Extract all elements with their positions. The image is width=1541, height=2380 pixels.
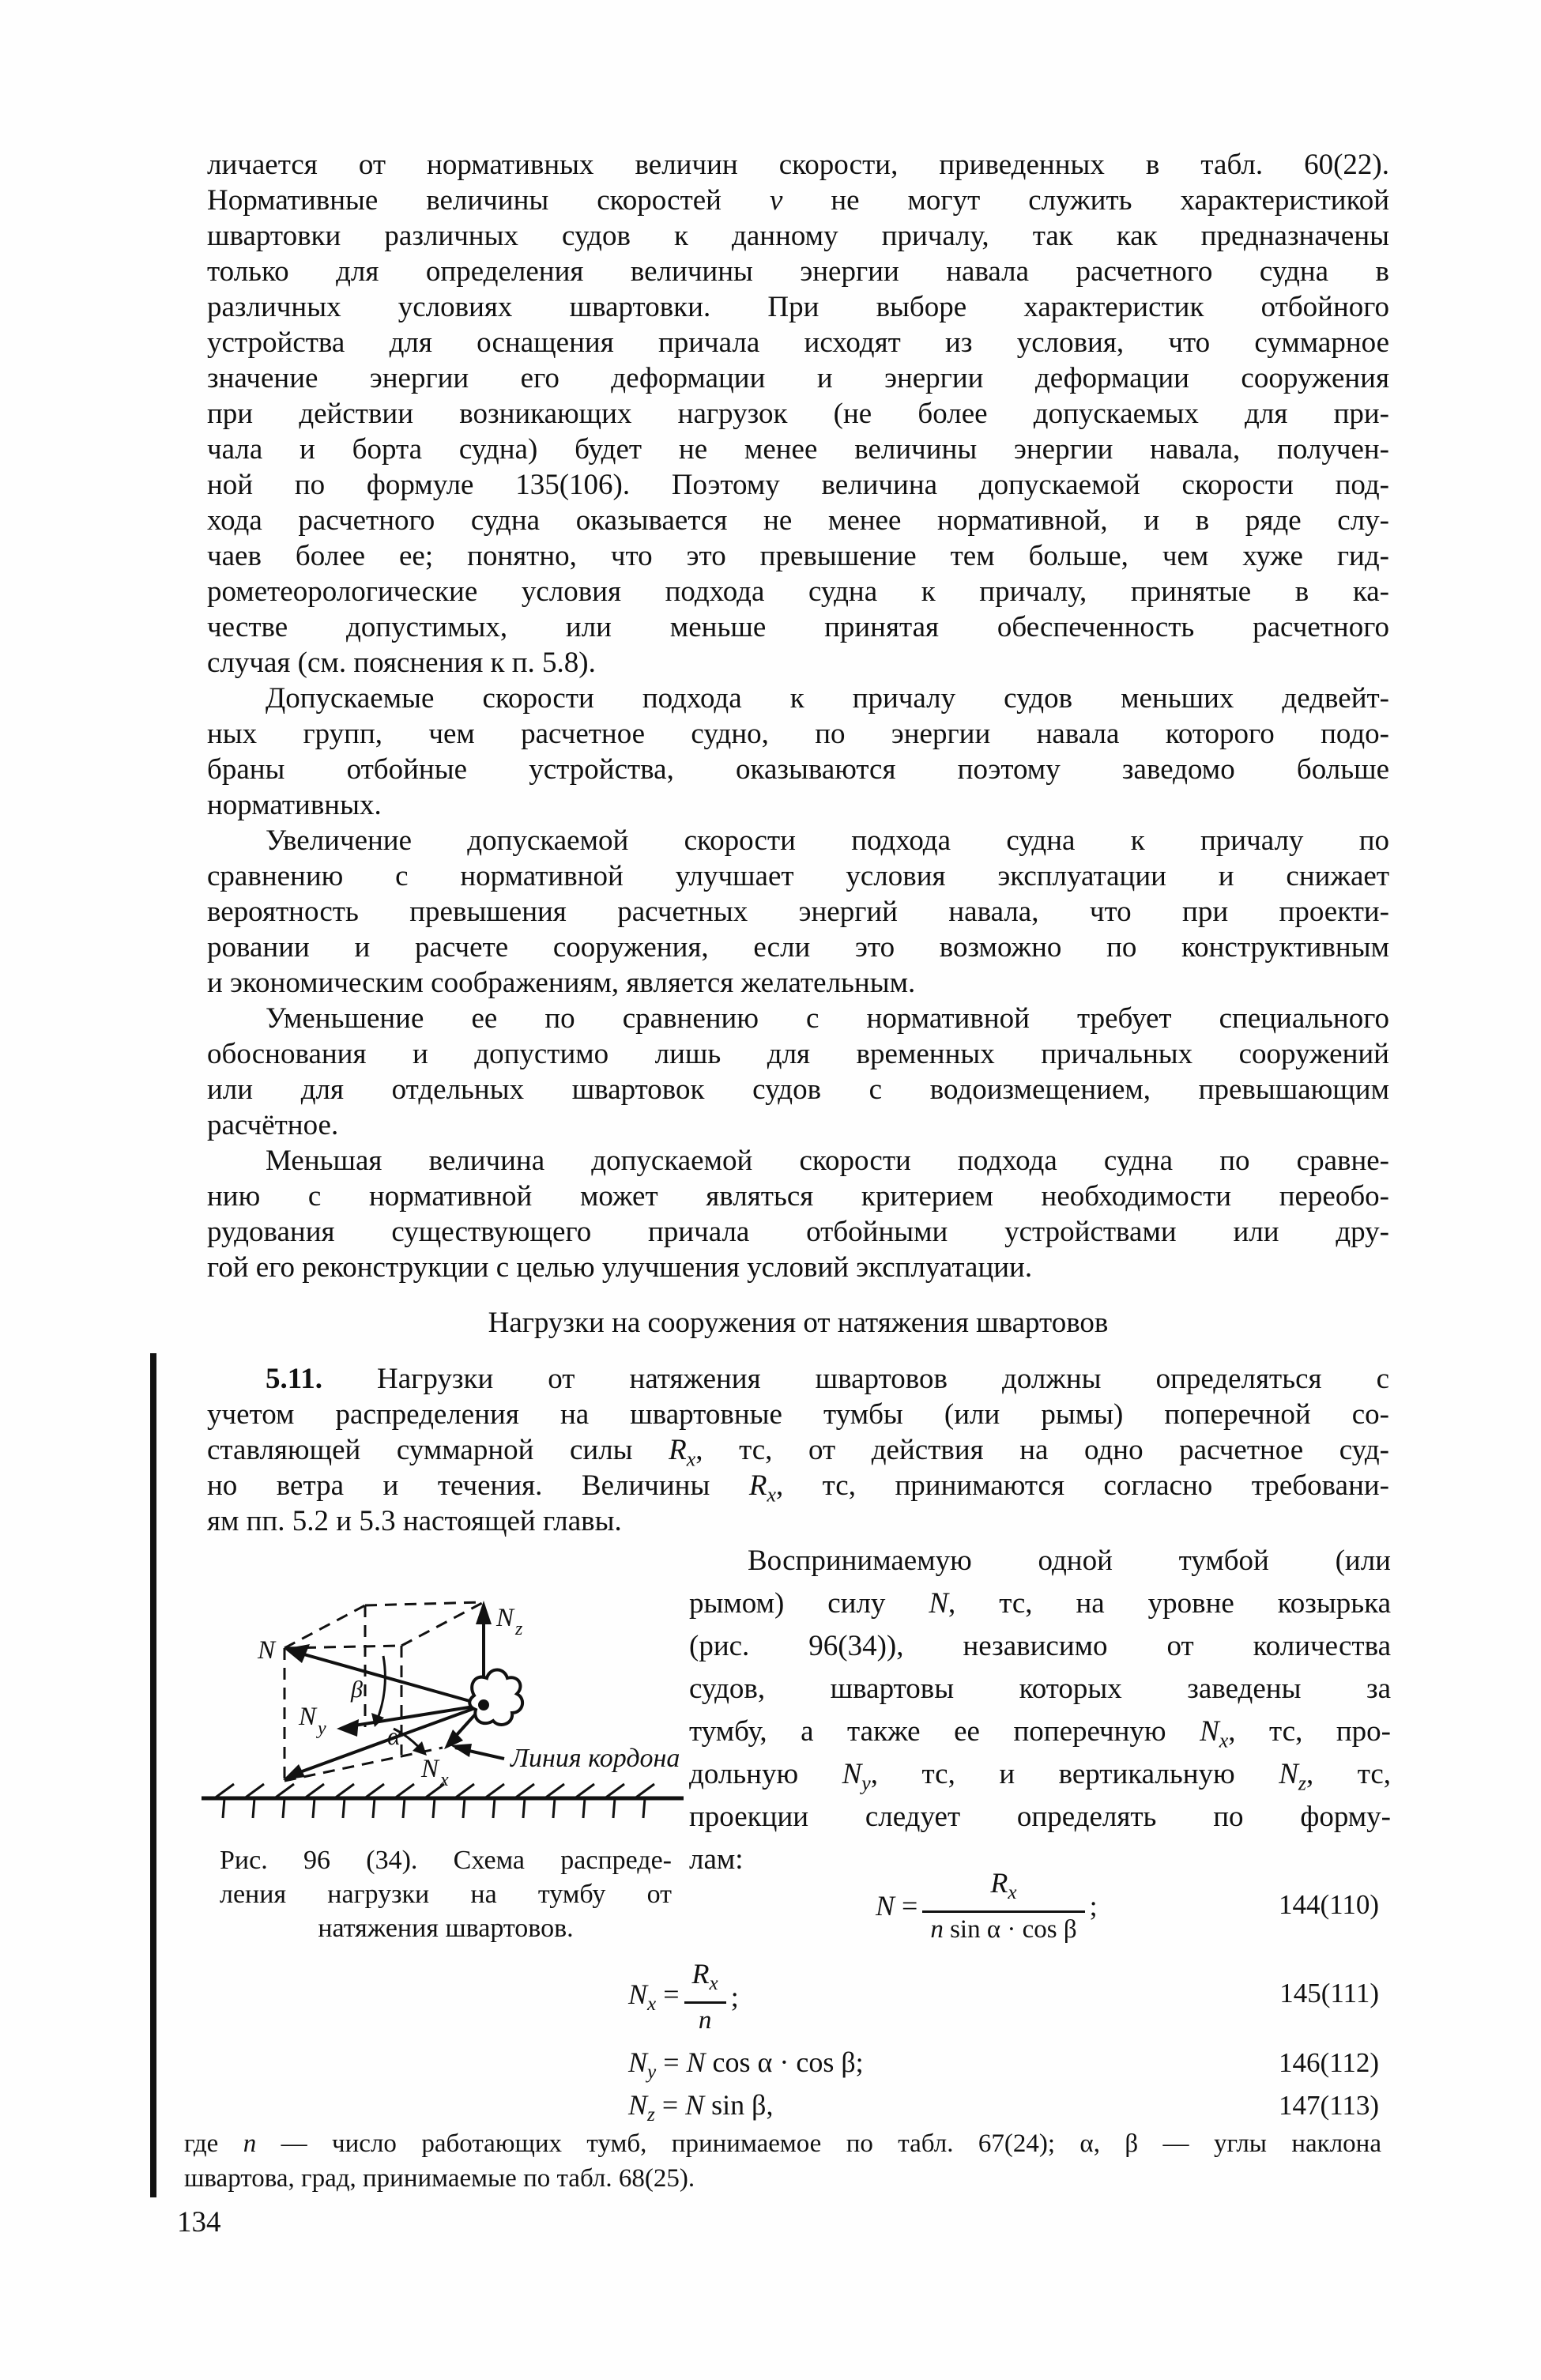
text-line: дольную $N_y$, тс, и вертикальную $N_z$, тс, — [689, 1758, 1391, 1795]
text-line: гой его реконструкции с целью улучшения условий эксплуатации. — [207, 1251, 1033, 1284]
text-line: проекции следует определять по форму- — [689, 1801, 1391, 1833]
text-line: значение энергии его деформации и энергии деформации сооружения — [207, 362, 1389, 394]
equation-number: 147(113) — [1278, 2090, 1379, 2121]
formula-lhs: N = — [876, 1890, 918, 1922]
text-line: рометеорологические условия подхода судна к причалу, принятые в ка- — [207, 575, 1389, 608]
text-line: чала и борта судна) будет не менее величины энергии навала, получен- — [207, 433, 1389, 466]
denominator: n sin α · cos β — [930, 1915, 1077, 1944]
text-line: Уменьшение ее по сравнению с нормативной требует специального — [266, 1002, 1389, 1035]
text-line: (рис. 96(34)), независимо от количества — [689, 1630, 1391, 1662]
body-text-block — [207, 147, 1389, 1285]
text-line: ной по формуле 135(106). Поэтому величина допускаемой скорости под- — [207, 469, 1389, 501]
formula-146 — [628, 2046, 864, 2084]
force-origin-point — [478, 1699, 489, 1711]
section-heading: Нагрузки на сооружения от натяжения швартовов — [488, 1307, 1109, 1339]
text-line: хода расчетного судна оказывается не менее нормативной, и в ряде слу- — [207, 504, 1389, 537]
label-N: N — [258, 1636, 276, 1665]
vector-labels — [257, 1604, 680, 1790]
caption-line: Рис. 96 (34). Схема распреде- — [220, 1846, 672, 1875]
denominator: n — [698, 2006, 712, 2035]
quay-hatching — [213, 1784, 654, 1818]
text-line: ровании и расчете сооружения, если это возможно по конструктивным — [207, 931, 1389, 964]
text-line: Допускаемые скорости подхода к причалу судов меньших дедвейт- — [266, 682, 1389, 715]
caption-line: натяжения швартовов. — [318, 1914, 574, 1943]
text-line: при действии возникающих нагрузок (не более допускаемых для при- — [207, 398, 1389, 430]
bollard-icon — [469, 1670, 522, 1725]
formula-144 — [876, 1865, 1098, 1946]
text-line: рымом) силу N, тс, на уровне козырька — [689, 1587, 1391, 1620]
text-line: Меньшая величина допускаемой скорости подхода судна по сравне- — [266, 1145, 1389, 1177]
text-line: только для определения величины энергии навала расчетного судна в — [207, 255, 1389, 288]
text-line: Нормативные величины скоростей v не могут служить характеристикой — [207, 184, 1389, 217]
text-line: рудования существующего причала отбойными устройствами или дру- — [207, 1216, 1389, 1248]
text-line: судов, швартовы которых заведены за — [689, 1673, 1391, 1705]
text-line: но ветра и течения. Величины $R_x$, тс, принимаются согласно требовани- — [207, 1469, 1390, 1507]
text-line: чаев более ее; понятно, что это превышение тем больше, чем хуже гид- — [207, 540, 1389, 572]
numerator: $R_x$ — [990, 1867, 1017, 1904]
text-line: Увеличение допускаемой скорости подхода судна к причалу по — [266, 824, 1389, 857]
text-line: браны отбойные устройства, оказываются поэтому заведомо больше — [207, 753, 1389, 786]
formula-147 — [628, 2088, 773, 2126]
equation-number: 146(112) — [1278, 2047, 1379, 2078]
label-alpha: α — [387, 1722, 401, 1750]
equation-number: 145(111) — [1279, 1978, 1379, 2008]
text-line: 5.11. Нагрузки от натяжения швартовов должны определяться с — [266, 1363, 1389, 1395]
text-line: ставляющей суммарной силы $R_x$, тс, от действия на одно расчетное суд- — [207, 1434, 1389, 1471]
figure-mooring-load-diagram — [190, 1569, 695, 1834]
text-line: швартовки различных судов к данному причалу, так как предназначены — [207, 220, 1389, 252]
figure-caption — [220, 1843, 672, 1945]
text-line: Воспринимаемую одной тумбой (или — [748, 1545, 1391, 1577]
page-number: 134 — [177, 2206, 221, 2239]
formula-tail: ; — [1089, 1890, 1098, 1922]
label-Ny: N — [299, 1703, 317, 1731]
text-line: личается от нормативных величин скорости, приведенных в табл. 60(22). — [207, 149, 1389, 181]
text-line: обоснования и допустимо лишь для временных причальных сооружений — [207, 1038, 1389, 1070]
margin-change-bar — [150, 1353, 156, 2197]
text-line: случая (см. пояснения к п. 5.8). — [207, 647, 596, 679]
formula-lhs: $N_x$ = — [628, 1978, 680, 2016]
label-Nx: N — [421, 1755, 439, 1783]
text-line: или для отдельных швартовок судов с водоизмещением, превышающим — [207, 1073, 1389, 1106]
text-line: ям пп. 5.2 и 5.3 настоящей главы. — [207, 1505, 622, 1537]
formula-145 — [628, 1956, 739, 2037]
text-line: сравнению с нормативной улучшает условия эксплуатации и снижает — [207, 860, 1389, 892]
formula-footnote — [184, 2126, 1381, 2196]
label-beta: β — [351, 1677, 363, 1703]
text-line: устройства для оснащения причала исходят из условия, что суммарное — [207, 326, 1389, 359]
numerator: $R_x$ — [691, 1958, 718, 1995]
formula-body: $N_z = N$ sin β, — [628, 2089, 774, 2126]
text-line: расчётное. — [207, 1109, 339, 1141]
text-line: вероятность превышения расчетных энергий навала, что при проекти- — [207, 896, 1389, 928]
label-Ny-sub: y — [318, 1718, 326, 1739]
caption-line: ления нагрузки на тумбу от — [220, 1880, 672, 1909]
right-text-column — [689, 1540, 1391, 1881]
text-line: нормативных. — [207, 789, 382, 821]
text-line: тумбу, а также ее поперечную $N_x$, тс, про- — [689, 1715, 1391, 1752]
formula-body: $N_y = N$ cos α · cos β; — [628, 2046, 864, 2084]
fraction — [922, 1865, 1084, 1946]
footnote-line: швартова, град, принимаемые по табл. 68(25). — [184, 2164, 695, 2193]
text-line: нию с нормативной может являться критерием необходимости переобо- — [207, 1180, 1389, 1213]
label-Nz-sub: z — [515, 1619, 523, 1639]
clause-5-11-paragraph — [207, 1361, 1389, 1539]
label-Nz: N — [496, 1604, 514, 1632]
text-line: лам: — [689, 1843, 744, 1876]
text-line: честве допустимых, или меньше принятая обеспеченность расчетного — [207, 611, 1389, 643]
text-line: ных групп, чем расчетное судно, по энергии навала которого подо- — [207, 718, 1389, 750]
label-Nx-sub: x — [440, 1770, 449, 1790]
fraction — [684, 1956, 726, 2037]
arrowheads — [283, 1601, 492, 1780]
label-cordon-line: Линия кордона — [511, 1744, 680, 1773]
text-line: и экономическим соображениям, является желательным. — [207, 967, 916, 999]
equation-number: 144(110) — [1278, 1889, 1379, 1920]
text-line: различных условиях швартовки. При выборе характеристик отбойного — [207, 291, 1389, 323]
formula-tail: ; — [730, 1981, 739, 2013]
footnote-line: где n — число работающих тумб, принимаемое по табл. 67(24); α, β — углы наклона — [184, 2129, 1381, 2158]
text-line: учетом распределения на швартовные тумбы (или рымы) поперечной со- — [207, 1398, 1389, 1431]
